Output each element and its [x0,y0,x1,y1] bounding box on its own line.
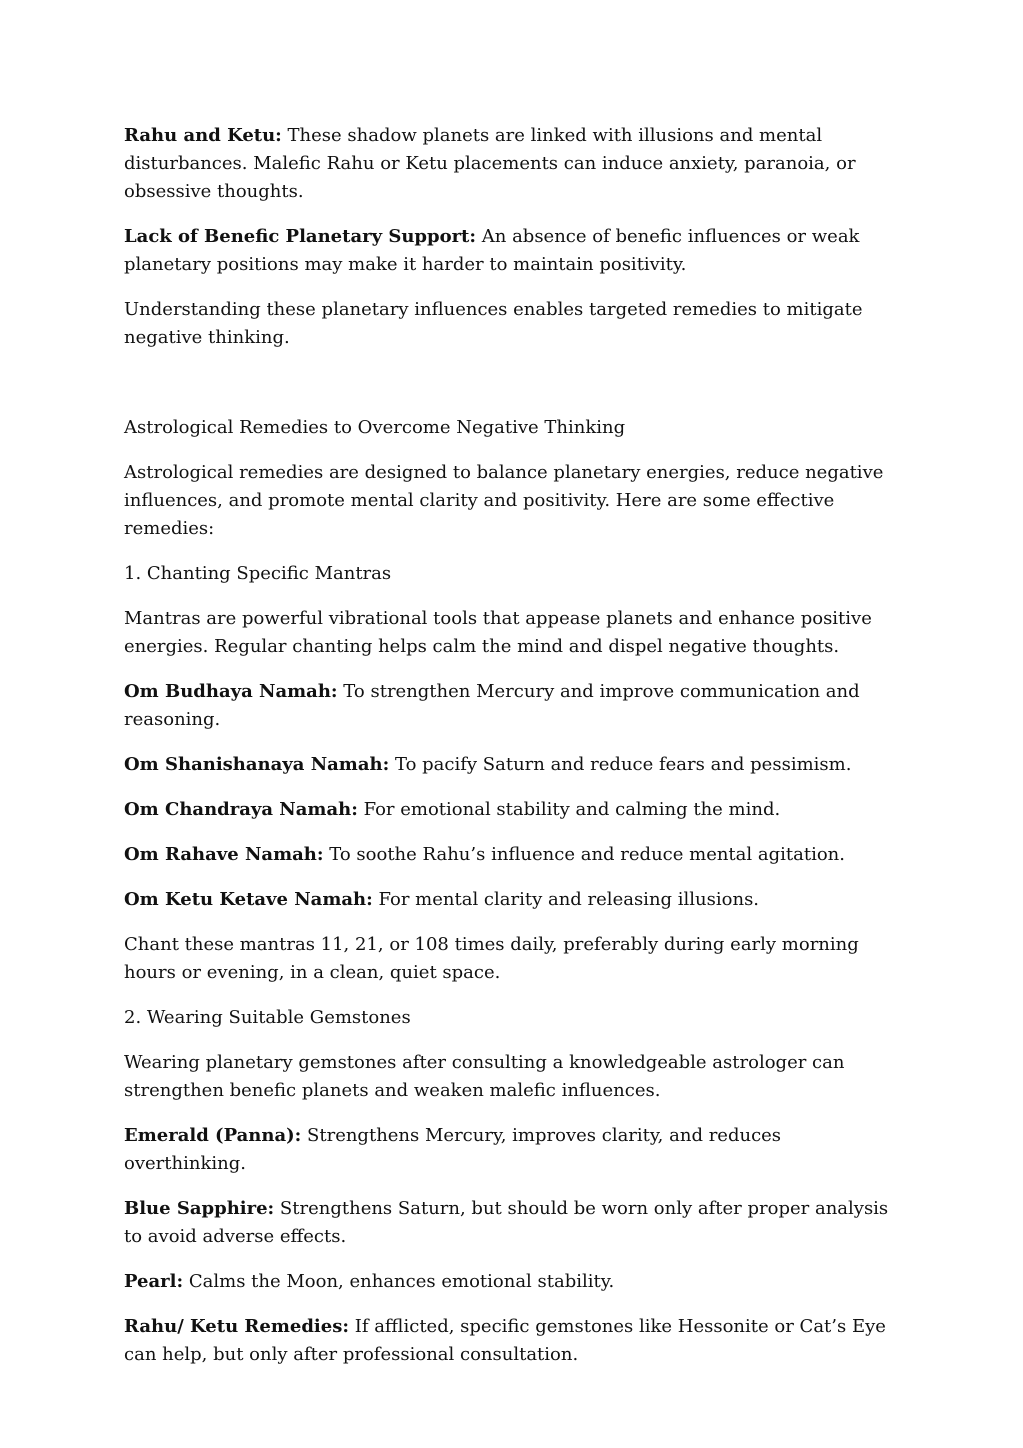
gemstone-item: Blue Sapphire: Strengthens Saturn, but should be worn only after proper analysis to avoid adverse effects. [124,1198,889,1247]
mantra-item: Om Chandraya Namah: For emotional stability and calming the mind. [124,799,781,820]
term-label: Om Shanishanaya Namah: [124,754,390,775]
section-title: Astrological Remedies to Overcome Negative Thinking [124,417,626,438]
mantra-item: Om Ketu Ketave Namah: For mental clarity and releasing illusions. [124,889,760,910]
mantra-item: Om Budhaya Namah: To strengthen Mercury and improve communication and reasoning. [124,681,860,730]
mantras-heading: 1. Chanting Specific Mantras [124,563,392,584]
gemstone-item: Pearl: Calms the Moon, enhances emotional stability. [124,1271,615,1292]
mantras-intro: Mantras are powerful vibrational tools that appease planets and enhance positive energies. Regular chanting helps calm the mind and dispel negative thoughts. [124,608,872,657]
section-spacer [124,369,904,414]
term-label: Emerald (Panna): [124,1125,302,1146]
term-label: Rahu and Ketu: [124,125,282,146]
gemstones-intro: Wearing planetary gemstones after consulting a knowledgeable astrologer can strengthen benefic planets and weaken malefic influences. [124,1052,845,1101]
term-label: Om Ketu Ketave Namah: [124,889,373,910]
paragraph-rahu-ketu: Rahu and Ketu: These shadow planets are linked with illusions and mental disturbances. Malefic Rahu or Ketu placements can induce anxiety, paranoia, or obsessive thoughts. [124,125,856,202]
mantra-item: Om Shanishanaya Namah: To pacify Saturn and reduce fears and pessimism. [124,754,852,775]
paragraph-understanding: Understanding these planetary influences enables targeted remedies to mitigate negative thinking. [124,299,863,348]
term-label: Om Budhaya Namah: [124,681,338,702]
term-label: Om Rahave Namah: [124,844,324,865]
gemstone-item: Rahu/ Ketu Remedies: If afflicted, specific gemstones like Hessonite or Cat’s Eye can help, but only after professional consultation. [124,1316,886,1365]
mantra-item: Om Rahave Namah: To soothe Rahu’s influence and reduce mental agitation. [124,844,845,865]
term-label: Pearl: [124,1271,184,1292]
gemstones-heading: 2. Wearing Suitable Gemstones [124,1007,411,1028]
term-label: Blue Sapphire: [124,1198,275,1219]
term-label: Lack of Benefic Planetary Support: [124,226,477,247]
document-page [124,122,904,1386]
term-label: Om Chandraya Namah: [124,799,358,820]
mantras-outro: Chant these mantras 11, 21, or 108 times daily, preferably during early morning hours or evening, in a clean, quiet space. [124,934,859,983]
section-intro: Astrological remedies are designed to balance planetary energies, reduce negative influences, and promote mental clarity and positivity. Here are some effective remedies: [124,462,884,539]
paragraph-lack-benefic: Lack of Benefic Planetary Support: An absence of benefic influences or weak planetary positions may make it harder to maintain positivity. [124,226,860,275]
term-label: Rahu/ Ketu Remedies: [124,1316,349,1337]
gemstone-item: Emerald (Panna): Strengthens Mercury, improves clarity, and reduces overthinking. [124,1125,782,1174]
